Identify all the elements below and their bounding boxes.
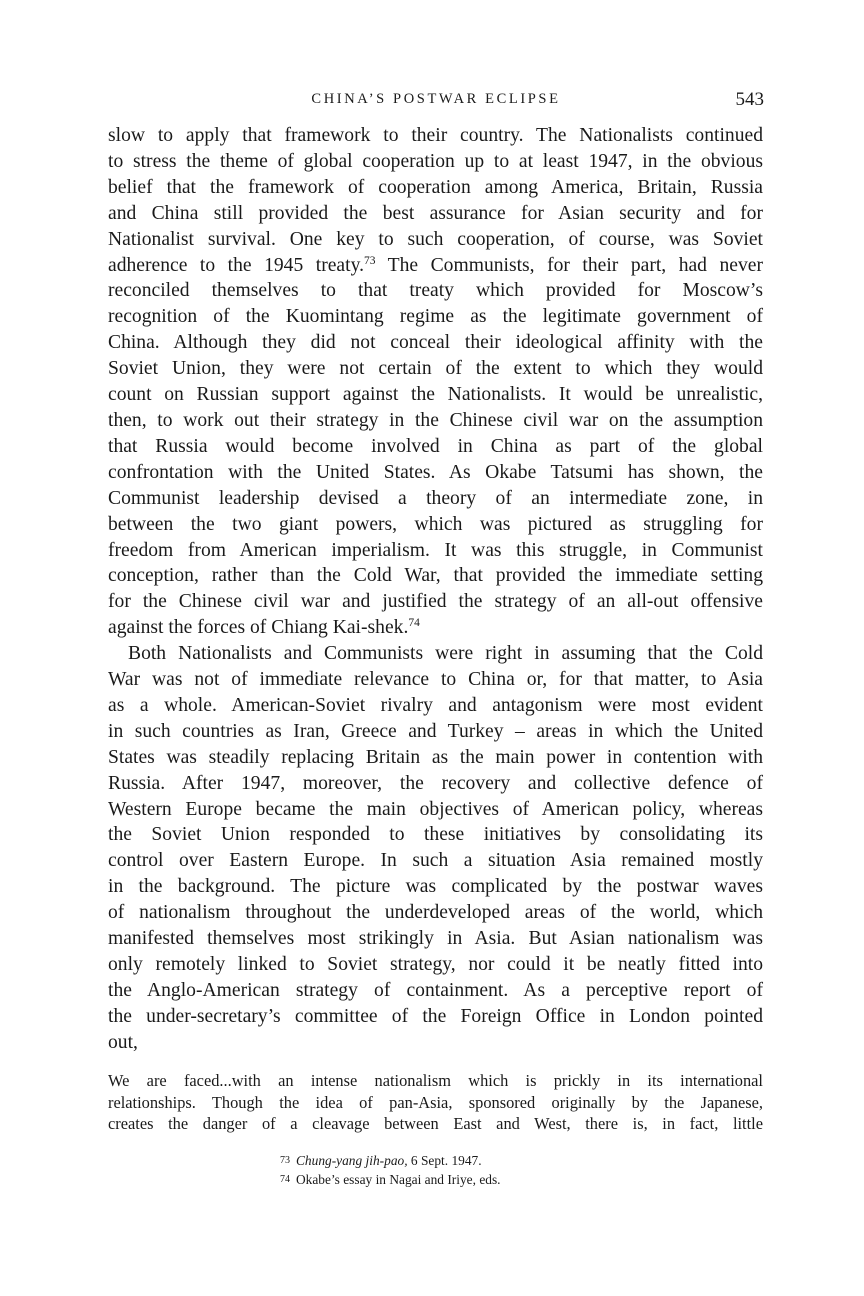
text-line: recognition of the Kuomintang regime as the legitimate government of: [108, 306, 763, 328]
text-line: for the Chinese civil war and justified the strategy of an all-out offensive: [108, 591, 763, 613]
text-line: only remotely linked to Soviet strategy, nor could it be neatly fitted into: [108, 954, 763, 975]
text-line: slow to apply that framework to their country. The Nationalists continued: [108, 125, 763, 146]
quote-line: relationships. Though the idea of pan-Asia, sponsored originally by the Japanese,: [108, 1092, 763, 1112]
text-line: then, to work out their strategy in the Chinese civil war on the assumption: [108, 409, 763, 431]
text-line-tail: The Communists, for their part, had never: [375, 254, 763, 276]
quote-line: We are faced...with an intense nationalism which is prickly in its international: [108, 1071, 763, 1090]
text-line: [108, 615, 763, 641]
text-line: the Soviet Union responded to these initiatives by consolidating its: [108, 824, 763, 846]
text-line: and China still provided the best assurance for Asian security and for: [108, 202, 763, 224]
text-line: to stress the theme of global cooperation up to at least 1947, in the obvious: [108, 150, 763, 172]
footnote-number: 73: [280, 1155, 290, 1166]
text-line: in such countries as Iran, Greece and Turkey – areas in which the United: [108, 720, 763, 742]
text-line: the under-secretary’s committee of the Foreign Office in London pointed: [108, 1005, 763, 1027]
text-line: the Anglo-American strategy of containment. As a perceptive report of: [108, 979, 763, 1001]
body-text: [108, 123, 763, 1056]
text-line: that Russia would become involved in China as part of the global: [108, 435, 763, 457]
note-ref-74: 74: [408, 617, 420, 630]
text-line: count on Russian support against the Nationalists. It would be unrealistic,: [108, 384, 763, 406]
text-line: control over Eastern Europe. In such a situation Asia remained mostly: [108, 850, 763, 872]
footnotes: [280, 1152, 760, 1189]
text-line: confrontation with the United States. As Okabe Tatsumi has shown, the: [108, 461, 763, 483]
text-line: belief that the framework of cooperation among America, Britain, Russia: [108, 176, 763, 198]
text-line: out,: [108, 1031, 138, 1053]
text-line: in the background. The picture was complicated by the postwar waves: [108, 876, 763, 898]
footnote-source-title: Chung-yang jih-pao,: [296, 1153, 408, 1168]
page-number: 543: [735, 89, 764, 110]
text-line: reconciled themselves to that treaty which provided for Moscow’s: [108, 280, 763, 302]
text-line: Both Nationalists and Communists were right in assuming that the Cold: [128, 643, 763, 665]
text-line: Russia. After 1947, moreover, the recovery and collective defence of: [108, 772, 763, 794]
text-line: between the two giant powers, which was pictured as struggling for: [108, 513, 763, 535]
footnote-text: Okabe’s essay in Nagai and Iriye, eds.: [296, 1171, 501, 1187]
text-line: of nationalism throughout the underdeveloped areas of the world, which: [108, 902, 763, 924]
text-line: Communist leadership devised a theory of an intermediate zone, in: [108, 487, 763, 509]
footnote-text: 6 Sept. 1947.: [407, 1153, 482, 1168]
note-ref-73: 73: [364, 254, 376, 267]
text-line: Soviet Union, they were not certain of the extent to which they would: [108, 358, 763, 380]
text-line-head: against the forces of Chiang Kai-shek.: [108, 617, 409, 639]
text-line: as a whole. American-Soviet rivalry and antagonism were most evident: [108, 694, 763, 716]
text-line: conception, rather than the Cold War, that provided the immediate setting: [108, 565, 763, 587]
text-line: freedom from American imperialism. It was this struggle, in Communist: [108, 539, 763, 561]
text-line: War was not of immediate relevance to China or, for that matter, to Asia: [108, 669, 763, 691]
footnote-number: 74: [280, 1173, 290, 1185]
text-line-head: adherence to the 1945 treaty.: [108, 254, 364, 276]
text-line: China. Although they did not conceal their ideological affinity with the: [108, 332, 763, 354]
text-line: States was steadily replacing Britain as the main power in contention with: [108, 746, 763, 768]
footnote-73: [280, 1152, 760, 1171]
text-line: Western Europe became the main objectives of American policy, whereas: [108, 798, 763, 820]
text-line: [108, 253, 763, 279]
block-quote: [108, 1070, 763, 1135]
footnote-74: [280, 1171, 760, 1190]
running-title: CHINA’S POSTWAR ECLIPSE: [311, 91, 561, 107]
running-head: [108, 89, 764, 113]
quote-line: creates the danger of a cleavage between East and West, there is, in fact, little: [108, 1114, 763, 1133]
text-line: Nationalist survival. One key to such cooperation, of course, was Soviet: [108, 228, 763, 250]
text-line: manifested themselves most strikingly in Asia. But Asian nationalism was: [108, 928, 763, 950]
